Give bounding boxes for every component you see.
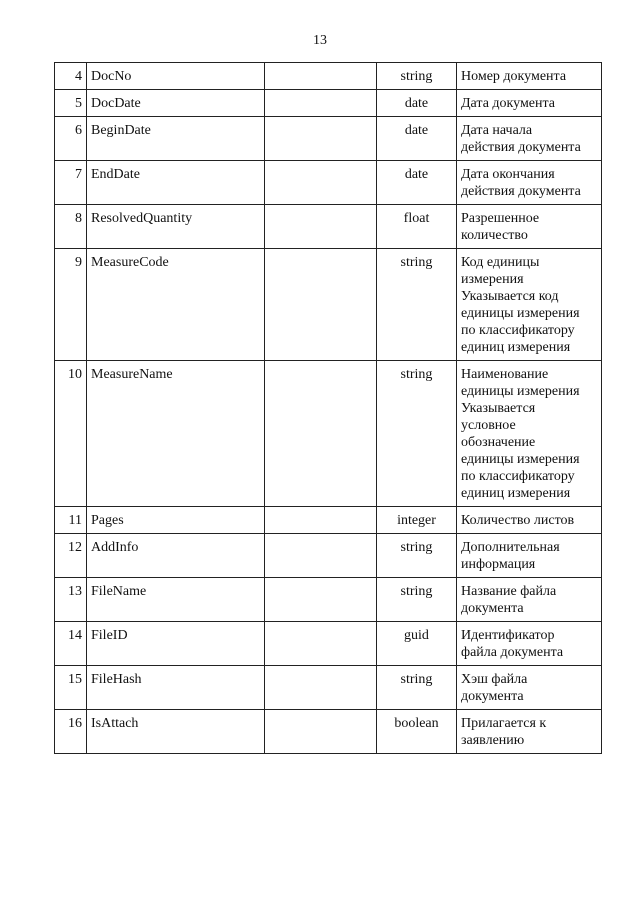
table-row [55,666,602,710]
field-name-cell: FileName [87,578,265,622]
description-line: Дата документа [461,96,556,111]
empty-cell [265,710,377,754]
field-description-cell [457,507,602,534]
empty-cell [265,361,377,507]
description-line: Идентификатор [461,628,555,643]
field-name-cell: FileHash [87,666,265,710]
field-name-cell: MeasureName [87,361,265,507]
field-description-cell [457,205,602,249]
empty-cell [265,90,377,117]
description-line: измерения [461,272,524,287]
empty-cell [265,205,377,249]
description-line: Наименование [461,367,549,382]
field-description-cell [457,534,602,578]
table-row [55,161,602,205]
field-name-cell: DocDate [87,90,265,117]
description-line: по классификатору [461,323,575,338]
description-line: документа [461,601,524,616]
empty-cell [265,534,377,578]
field-type-cell: date [377,90,457,117]
empty-cell [265,249,377,361]
table-row [55,361,602,507]
field-type-cell: string [377,249,457,361]
field-type-cell: integer [377,507,457,534]
field-description-cell [457,710,602,754]
row-number-cell: 9 [55,249,87,361]
empty-cell [265,622,377,666]
field-name-cell: Pages [87,507,265,534]
description-line: условное [461,418,516,433]
row-number-cell: 5 [55,90,87,117]
description-line: Дополнительная [461,540,560,555]
description-line: по классификатору [461,469,575,484]
row-number-cell: 10 [55,361,87,507]
empty-cell [265,666,377,710]
description-line: Указывается код [461,289,559,304]
field-type-cell: string [377,578,457,622]
field-type-cell: string [377,361,457,507]
description-line: заявлению [461,733,525,748]
row-number-cell: 4 [55,63,87,90]
field-name-cell: AddInfo [87,534,265,578]
description-line: Хэш файла [461,672,528,687]
field-type-cell: string [377,63,457,90]
row-number-cell: 12 [55,534,87,578]
empty-cell [265,117,377,161]
description-line: количество [461,228,528,243]
row-number-cell: 14 [55,622,87,666]
description-line: Код единицы [461,255,540,270]
description-line: Количество листов [461,513,575,528]
table-row [55,63,602,90]
description-line: единицы измерения [461,384,580,399]
description-line: единицы измерения [461,452,580,467]
field-spec-table-body [55,63,602,754]
row-number-cell: 7 [55,161,87,205]
description-line: Прилагается к [461,716,547,731]
empty-cell [265,507,377,534]
description-line: единиц измерения [461,486,571,501]
description-line: Номер документа [461,69,567,84]
description-line: действия документа [461,140,581,155]
table-row [55,534,602,578]
empty-cell [265,63,377,90]
description-line: Указывается [461,401,536,416]
field-description-cell [457,90,602,117]
field-description-cell [457,622,602,666]
field-name-cell: MeasureCode [87,249,265,361]
empty-cell [265,161,377,205]
page-number: 13 [313,33,327,48]
row-number-cell: 11 [55,507,87,534]
table-row [55,710,602,754]
description-line: файла документа [461,645,564,660]
field-description-cell [457,161,602,205]
description-line: единиц измерения [461,340,571,355]
field-type-cell: date [377,117,457,161]
field-description-cell [457,63,602,90]
table-row [55,117,602,161]
field-description-cell [457,578,602,622]
field-type-cell: date [377,161,457,205]
field-type-cell: string [377,534,457,578]
field-type-cell: guid [377,622,457,666]
description-line: документа [461,689,524,704]
table-row [55,90,602,117]
description-line: обозначение [461,435,536,450]
empty-cell [265,578,377,622]
field-spec-table [54,62,602,754]
field-type-cell: float [377,205,457,249]
field-description-cell [457,666,602,710]
field-description-cell [457,117,602,161]
description-line: Разрешенное [461,211,540,226]
table-row [55,507,602,534]
row-number-cell: 8 [55,205,87,249]
field-description-cell [457,361,602,507]
field-type-cell: string [377,666,457,710]
table-row [55,622,602,666]
row-number-cell: 6 [55,117,87,161]
description-line: действия документа [461,184,581,199]
field-name-cell: IsAttach [87,710,265,754]
description-line: информация [461,557,536,572]
description-line: единицы измерения [461,306,580,321]
field-type-cell: boolean [377,710,457,754]
description-line: Дата начала [461,123,533,138]
description-line: Дата окончания [461,167,555,182]
table-row [55,205,602,249]
row-number-cell: 16 [55,710,87,754]
field-name-cell: DocNo [87,63,265,90]
row-number-cell: 13 [55,578,87,622]
field-name-cell: FileID [87,622,265,666]
description-line: Название файла [461,584,557,599]
field-name-cell: BeginDate [87,117,265,161]
field-description-cell [457,249,602,361]
table-row [55,578,602,622]
row-number-cell: 15 [55,666,87,710]
table-row [55,249,602,361]
field-name-cell: ResolvedQuantity [87,205,265,249]
field-name-cell: EndDate [87,161,265,205]
